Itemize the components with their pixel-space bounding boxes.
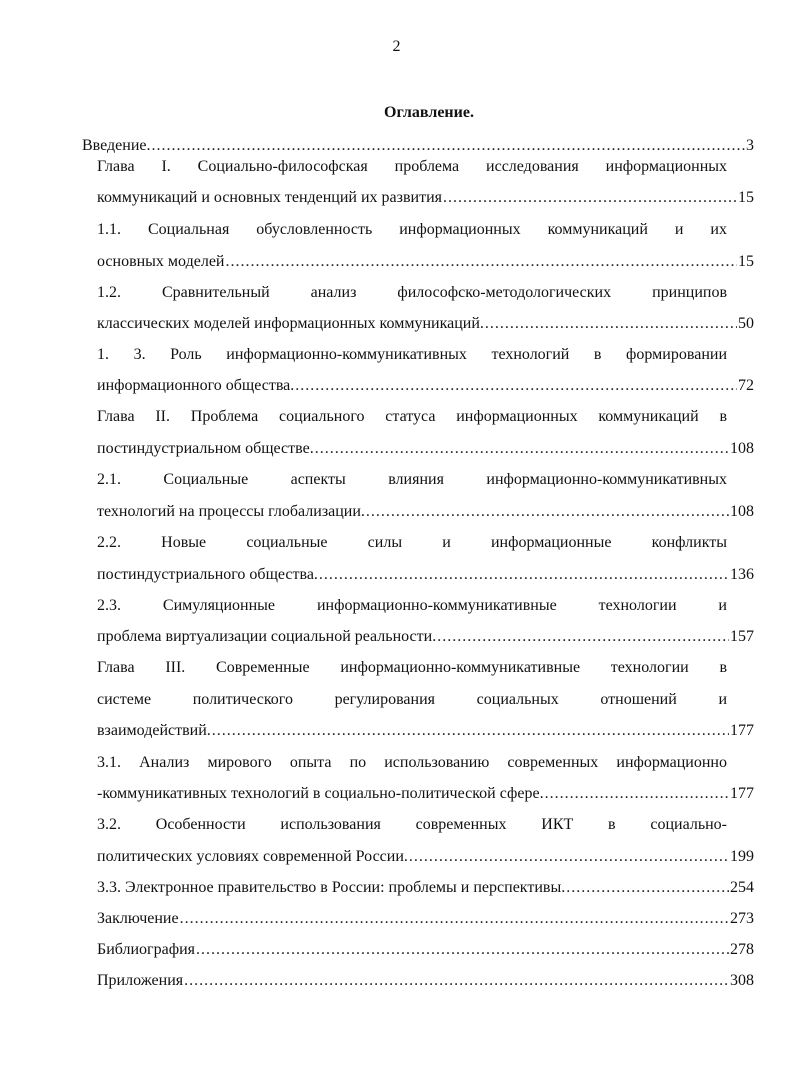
toc-entry-title: Введение.	[82, 137, 151, 154]
toc-entry-1-2[interactable]	[97, 314, 754, 334]
toc-entry-conclusion[interactable]	[97, 909, 754, 929]
toc-entry-3-2-line: 3.2. Особенности использования современных ИКТ в социально-	[97, 816, 727, 833]
toc-entry-2-3-line: 2.3. Симуляционные информационно-коммуникативные технологии и	[97, 597, 727, 614]
toc-entry-title: политических условиях современной России.	[97, 848, 408, 865]
toc-entry-title: Заключение	[97, 910, 179, 927]
toc-entry-2-3[interactable]	[97, 627, 754, 647]
toc-entry-title: постиндустриальном обществе.	[97, 440, 314, 457]
toc-entry-chapter-1-line: Глава I. Социально-философская проблема исследования информационных	[97, 158, 727, 175]
toc-entry-1-2-line: 1.2. Сравнительный анализ философско-методологических принципов	[97, 284, 727, 301]
toc-entry-title: классических моделей информационных коммуникаций.	[97, 315, 484, 332]
toc-entry-title: проблема виртуализации социальной реальности.	[97, 628, 437, 645]
toc-entry-page: 177	[730, 722, 754, 739]
toc-entry-2-2[interactable]	[97, 565, 754, 585]
toc-entry-bibliography[interactable]	[97, 940, 754, 960]
toc-entry-1-1-line: 1.1. Социальная обусловленность информационных коммуникаций и их	[97, 221, 727, 238]
toc-entry-3-1-line: 3.1. Анализ мирового опыта по использованию современных информационно	[97, 754, 727, 771]
toc-entry-title: основных моделей	[97, 253, 225, 270]
toc-entry-title: 3.3. Электронное правительство в России: проблемы и перспективы.	[97, 879, 566, 896]
toc-entry-page: 157	[730, 628, 754, 645]
toc-title: Оглавление.	[384, 104, 474, 121]
toc-entry-1-3[interactable]	[97, 376, 754, 396]
toc-entry-2-2-line: 2.2. Новые социальные силы и информационные конфликты	[97, 534, 727, 551]
page-number: 2	[392, 38, 401, 55]
toc-entry-title: информационного общества.	[97, 377, 295, 394]
toc-entry-chapter-3[interactable]	[97, 721, 754, 741]
toc-entry-2-1[interactable]	[97, 502, 754, 522]
toc-entry-3-2[interactable]	[97, 847, 754, 867]
toc-entry-1-1[interactable]	[97, 252, 754, 272]
toc-entry-page: 254	[730, 879, 754, 896]
toc-entry-page: 177	[730, 785, 754, 802]
toc-entry-page: 278	[730, 941, 754, 958]
toc-entry-page: 15	[738, 253, 754, 270]
toc-entry-2-1-line: 2.1. Социальные аспекты влияния информационно-коммуникативных	[97, 471, 727, 488]
toc-entry-3-3[interactable]	[97, 878, 754, 898]
toc-entry-page: 108	[730, 440, 754, 457]
toc-entry-page: 72	[738, 377, 754, 394]
toc-entry-page: 308	[730, 972, 754, 989]
toc-entry-title: технологий на процессы глобализации.	[97, 503, 365, 520]
toc-entry-appendices[interactable]	[97, 971, 754, 991]
toc-entry-chapter-1[interactable]	[97, 188, 754, 208]
toc-entry-title: Приложения	[97, 972, 184, 989]
toc-entry-page: 3	[746, 137, 754, 154]
toc-entry-1-3-line: 1. 3. Роль информационно-коммуникативных технологий в формировании	[97, 346, 727, 363]
toc-entry-chapter-2[interactable]	[97, 439, 754, 459]
toc-entry-title: коммуникаций и основных тенденций их развития	[97, 189, 443, 206]
toc-entry-title: постиндустриального общества.	[97, 566, 318, 583]
toc-entry-page: 108	[730, 503, 754, 520]
toc-entry-introduction[interactable]	[82, 136, 754, 156]
toc-entry-page: 15	[738, 189, 754, 206]
toc-entry-title: взаимодействий.	[97, 722, 211, 739]
toc-entry-3-1[interactable]	[97, 784, 754, 804]
toc-entry-title: Библиография	[97, 941, 195, 958]
toc-entry-chapter-3-line: системе политического регулирования социальных отношений и	[97, 691, 727, 708]
toc-entry-page: 50	[738, 315, 754, 332]
toc-entry-page: 136	[730, 566, 754, 583]
toc-entry-page: 273	[730, 910, 754, 927]
toc-entry-chapter-2-line: Глава II. Проблема социального статуса информационных коммуникаций в	[97, 408, 727, 425]
toc-entry-page: 199	[730, 848, 754, 865]
toc-entry-chapter-3-line: Глава III. Современные информационно-коммуникативные технологии в	[97, 659, 727, 676]
toc-entry-title: -коммуникативных технологий в социально-политической сфере.	[97, 785, 544, 802]
